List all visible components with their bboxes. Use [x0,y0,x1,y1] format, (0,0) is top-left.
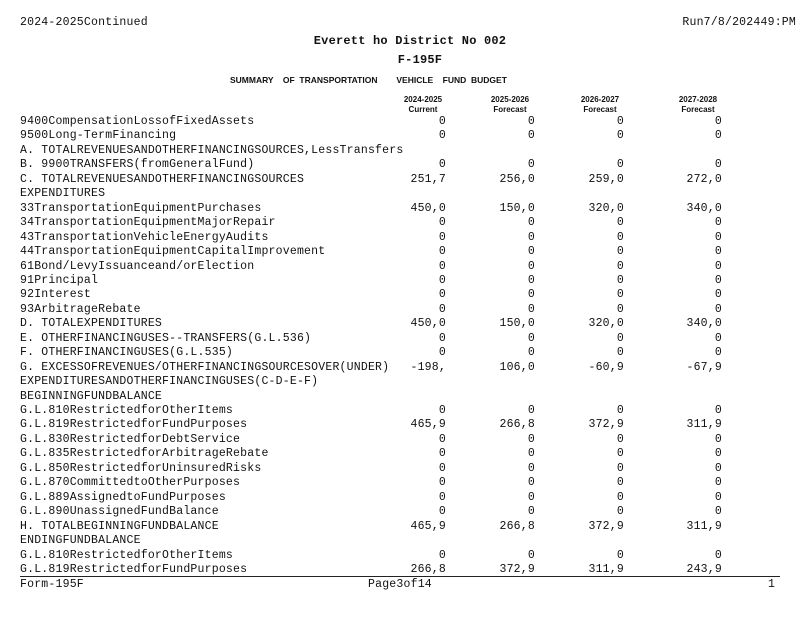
table-row [0,332,800,346]
table-row [0,563,800,577]
form-number-title: F-195F [397,53,443,67]
row-label: H. TOTALBEGINNINGFUNDBALANCE [20,519,219,533]
row-value: 0 [527,273,535,287]
table-row [0,202,800,216]
row-value: 372,9 [588,519,624,533]
row-value: 0 [438,346,446,360]
column-header-forecast-2 [570,95,630,115]
row-value: -198, [410,360,446,374]
row-label: EXPENDITURESANDOTHERFINANCINGUSES(C-D-E-F) [20,375,319,389]
row-label: 9400CompensationLossofFixedAssets [20,115,255,128]
row-label: 61Bond/LevyIssuanceand/orElection [20,259,255,273]
row-value: 0 [527,302,535,316]
row-value: 450,0 [410,201,446,215]
row-value: 0 [616,505,624,519]
row-value: 320,0 [588,201,624,215]
row-value: 0 [616,288,624,302]
row-value: 0 [714,288,722,302]
run-timestamp: Run7/8/202449:PM [682,16,796,29]
row-value: 0 [616,230,624,244]
row-label: 34TransportationEquipmentMajorRepair [20,216,276,230]
row-value: 0 [438,476,446,490]
row-label: 92Interest [20,288,92,302]
row-value: 0 [714,490,722,504]
row-value: 0 [527,461,535,475]
row-value: 0 [527,245,535,259]
column-header-current [393,95,453,115]
row-value: 0 [438,216,446,230]
row-label: D. TOTALEXPENDITURES [20,317,163,331]
table-row [0,288,800,302]
row-value: 0 [527,331,535,345]
row-value: 266,8 [499,519,535,533]
row-value: 106,0 [499,360,535,374]
row-value: 0 [438,490,446,504]
row-value: 311,9 [686,418,722,432]
table-row [0,447,800,461]
column-header-forecast-1 [480,95,540,115]
row-value: 0 [438,447,446,461]
row-label: A. TOTALREVENUESANDOTHERFINANCINGSOURCES,LessTransfers [20,143,404,157]
row-value: 0 [714,273,722,287]
table-row [0,144,800,158]
row-value: 0 [616,216,624,230]
table-row [0,129,800,143]
row-label: G.L.870CommittedtoOtherPurposes [20,476,241,490]
row-value: 0 [616,490,624,504]
row-label: G. EXCESSOFREVENUES/OTHERFINANCINGSOURCESOVER(UNDER) [20,360,390,374]
row-value: 0 [714,158,722,172]
table-row [0,216,800,230]
row-value: 0 [714,404,722,417]
column-year: 2025-2026 [490,95,530,104]
row-value: 266,8 [499,418,535,432]
footer-divider [20,576,780,577]
row-value: 0 [527,432,535,446]
table-row [0,505,800,519]
row-label: G.L.835RestrictedforArbitrageRebate [20,447,269,461]
table-row [0,187,800,201]
row-value: 0 [714,216,722,230]
row-value: 0 [616,346,624,360]
row-value: 0 [527,505,535,519]
row-label: G.L.810RestrictedforOtherItems [20,404,234,417]
row-value: 0 [438,273,446,287]
row-label: G.L.830RestrictedforDebtService [20,432,241,446]
row-value: 0 [438,461,446,475]
row-value: 0 [714,129,722,143]
column-subtitle: Current [408,105,438,114]
row-value: 0 [527,476,535,490]
row-value: 0 [527,259,535,273]
row-value: -60,9 [588,360,624,374]
row-value: 0 [616,461,624,475]
row-value: 0 [527,490,535,504]
row-value: 0 [438,158,446,172]
row-label: G.L.819RestrictedforFundPurposes [20,418,248,432]
row-value: 0 [616,548,624,562]
row-value: 0 [438,230,446,244]
row-value: 372,9 [588,418,624,432]
summary-title: SUMMARY OF TRANSPORTATION VEHICLE FUND BUDGET [230,75,507,85]
row-label: BEGINNINGFUNDBALANCE [20,389,163,403]
table-row [0,346,800,360]
row-value: 311,9 [686,519,722,533]
district-name: Everett ho District No 002 [313,34,507,48]
table-row [0,317,800,331]
column-subtitle: Forecast [681,105,715,114]
row-value: 0 [714,259,722,273]
row-value: 272,0 [686,172,722,186]
table-row [0,231,800,245]
row-value: 0 [714,331,722,345]
row-label: C. TOTALREVENUESANDOTHERFINANCINGSOURCES [20,172,305,186]
row-value: 0 [714,447,722,461]
row-value: 0 [438,548,446,562]
row-value: 0 [714,245,722,259]
row-value: 0 [714,115,722,128]
row-label: 43TransportationVehicleEnergyAudits [20,230,269,244]
row-value: 0 [527,158,535,172]
row-value: 0 [714,505,722,519]
table-row [0,491,800,505]
column-year: 2026-2027 [580,95,620,104]
row-value: 0 [714,302,722,316]
row-value: 0 [527,115,535,128]
row-label: 9500Long-TermFinancing [20,129,177,143]
row-value: 320,0 [588,317,624,331]
row-value: 372,9 [499,562,535,576]
footer-form-label: Form-195F [20,578,84,591]
table-row [0,462,800,476]
row-value: 0 [616,129,624,143]
row-value: 340,0 [686,317,722,331]
row-label: ENDINGFUNDBALANCE [20,534,141,548]
row-value: 0 [616,302,624,316]
row-value: 256,0 [499,172,535,186]
row-value: 0 [616,158,624,172]
row-value: 0 [616,273,624,287]
row-value: 0 [438,302,446,316]
row-value: 0 [616,331,624,345]
column-subtitle: Forecast [583,105,617,114]
table-row [0,158,800,172]
row-label: G.L.890UnassignedFundBalance [20,505,219,519]
row-label: B. 9900TRANSFERS(fromGeneralFund) [20,158,255,172]
row-label: G.L.819RestrictedforFundPurposes [20,562,248,576]
table-row [0,549,800,563]
table-row [0,390,800,404]
row-value: 0 [438,129,446,143]
table-row [0,418,800,432]
column-subtitle: Forecast [493,105,527,114]
report-continued-label: 2024-2025Continued [20,16,148,29]
row-value: 0 [714,346,722,360]
row-label: 91Principal [20,273,99,287]
row-value: 0 [438,245,446,259]
row-value: 0 [527,230,535,244]
row-value: 450,0 [410,317,446,331]
row-value: 0 [616,245,624,259]
row-value: 0 [527,346,535,360]
table-row [0,115,800,129]
row-value: 0 [714,230,722,244]
row-label: G.L.850RestrictedforUninsuredRisks [20,461,262,475]
row-value: 0 [527,447,535,461]
table-row [0,361,800,375]
row-value: 0 [527,216,535,230]
table-row [0,303,800,317]
row-label: F. OTHERFINANCINGUSES(G.L.535) [20,346,234,360]
row-value: 0 [438,288,446,302]
footer-page-number: Page3of14 [368,578,432,591]
table-row [0,375,800,389]
row-value: 340,0 [686,201,722,215]
row-value: 150,0 [499,201,535,215]
column-header-forecast-3 [668,95,728,115]
row-value: 0 [714,548,722,562]
row-value: 0 [616,476,624,490]
table-row [0,274,800,288]
row-value: 0 [616,404,624,417]
row-value: 0 [438,331,446,345]
row-value: 0 [714,432,722,446]
table-row [0,173,800,187]
row-label: EXPENDITURES [20,187,106,201]
table-row [0,520,800,534]
table-row [0,245,800,259]
row-value: 0 [527,288,535,302]
row-value: 243,9 [686,562,722,576]
row-value: 0 [714,461,722,475]
row-value: 150,0 [499,317,535,331]
row-label: G.L.889AssignedtoFundPurposes [20,490,226,504]
row-label: 44TransportationEquipmentCapitalImprovement [20,245,326,259]
row-value: 0 [438,432,446,446]
row-value: 0 [438,115,446,128]
row-value: 465,9 [410,519,446,533]
row-label: 33TransportationEquipmentPurchases [20,201,262,215]
row-value: 0 [527,129,535,143]
row-value: 0 [438,505,446,519]
row-label: E. OTHERFINANCINGUSES--TRANSFERS(G.L.536) [20,331,312,345]
table-row [0,404,800,418]
row-value: 0 [714,476,722,490]
row-value: 0 [616,432,624,446]
table-row [0,534,800,548]
row-value: 0 [616,259,624,273]
row-value: 0 [527,404,535,417]
table-row [0,433,800,447]
table-row [0,260,800,274]
row-value: 0 [527,548,535,562]
row-value: 0 [616,115,624,128]
row-value: 259,0 [588,172,624,186]
row-value: -67,9 [686,360,722,374]
row-label: 93ArbitrageRebate [20,302,141,316]
row-value: 266,8 [410,562,446,576]
row-value: 311,9 [588,562,624,576]
row-value: 0 [438,404,446,417]
footer-right-text: 1 [768,578,776,591]
column-year: 2027-2028 [678,95,718,104]
row-label: G.L.810RestrictedforOtherItems [20,548,234,562]
row-value: 0 [616,447,624,461]
table-row [0,476,800,490]
row-value: 0 [438,259,446,273]
column-year: 2024-2025 [403,95,443,104]
row-value: 465,9 [410,418,446,432]
row-value: 251,7 [410,172,446,186]
